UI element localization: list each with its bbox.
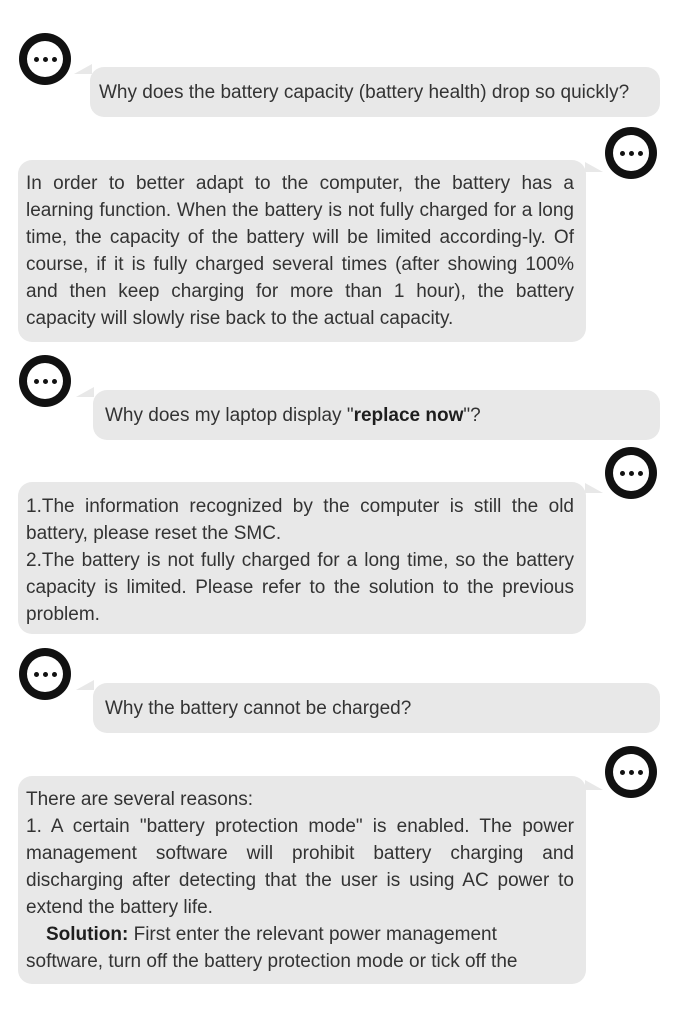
solution-text: First enter the relevant power management software, turn off the battery protection mode or tick off the (26, 924, 518, 972)
bubble-tail (585, 780, 603, 790)
answer-bubble (18, 482, 586, 634)
bubble-tail (76, 387, 94, 397)
answer-bubble (18, 160, 586, 342)
chat-bubble-icon (19, 33, 71, 85)
answer-item-1: 1.The information recognized by the computer is still the old battery, please reset the SMC. (26, 496, 574, 544)
answer-intro: There are several reasons: (26, 789, 254, 810)
question-text-end: "? (463, 404, 481, 426)
question-text: Why does the battery capacity (battery health) drop so quickly? (99, 81, 630, 103)
chat-bubble-icon (19, 648, 71, 700)
chat-bubble-icon (605, 127, 657, 179)
question-text-start: Why does my laptop display " (105, 404, 354, 426)
answer-solution (26, 921, 574, 975)
question-text: Why the battery cannot be charged? (105, 697, 412, 719)
answer-text: In order to better adapt to the computer, the battery has a learning function. When the battery is not fully charged for a long time, the capacity of the battery will be limited according-ly. Of course, if it is fully charged several times (after showing 100% and then keep charging for more than 1 hour), the battery capacity will slowly rise back to the actual capacity. (26, 173, 574, 329)
chat-bubble-icon (605, 447, 657, 499)
question-text-emphasis: replace now (353, 404, 464, 426)
question-bubble (90, 67, 660, 117)
bubble-tail (76, 680, 94, 690)
answer-reason-1: 1. A certain "battery protection mode" is enabled. The power management software will prohibit battery charging and discharging after detecting that the user is using AC power to extend the battery life. (26, 816, 574, 918)
question-bubble (93, 683, 660, 733)
answer-item-2: 2.The battery is not fully charged for a long time, so the battery capacity is limited. Please refer to the solution to the previous problem. (26, 550, 574, 625)
bubble-tail (585, 162, 603, 172)
chat-bubble-icon (605, 746, 657, 798)
chat-bubble-icon (19, 355, 71, 407)
bubble-tail (74, 64, 92, 74)
bubble-tail (585, 483, 603, 493)
question-bubble (93, 390, 660, 440)
solution-label: Solution: (46, 924, 129, 945)
answer-bubble (18, 776, 586, 984)
